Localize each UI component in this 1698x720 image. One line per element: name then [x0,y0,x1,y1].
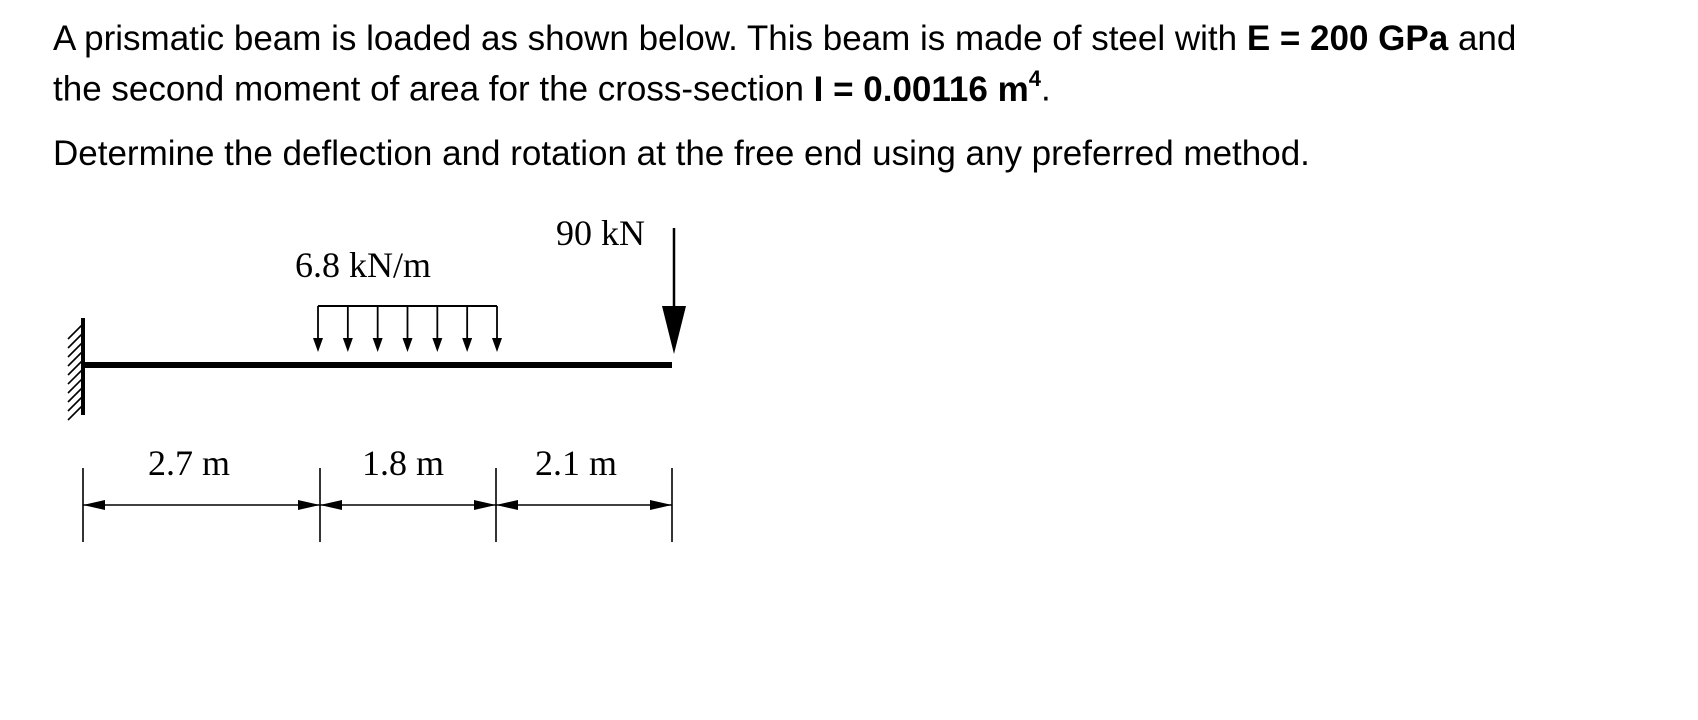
youngs-modulus-value: E = 200 GPa [1246,19,1449,58]
distributed-load-label: 6.8 kN/m [295,245,432,285]
problem-text-and: and [1448,19,1517,58]
distributed-load [313,306,502,352]
dimension-label-segment-2: 1.8 m [362,443,445,483]
udl-arrow [492,306,502,352]
point-load-arrow [662,228,686,354]
udl-arrow [432,306,442,352]
point-load-label: 90 kN [556,213,645,253]
udl-arrow [343,306,353,352]
udl-arrow [373,306,383,352]
dimension-label-segment-3: 2.1 m [535,443,618,483]
problem-text-line2: the second moment of area for the cross-section [53,69,814,109]
problem-question: Determine the deflection and rotation at the free end using any preferred method. [53,133,1310,173]
problem-text-period: . [1040,69,1051,109]
fixed-support [68,318,83,420]
dimension-label-segment-1: 2.7 m [148,443,231,483]
udl-arrow [403,306,413,352]
udl-arrow [313,306,323,352]
problem-text-line1: A prismatic beam is loaded as shown below. This beam is made of steel with [53,19,1247,58]
udl-arrow [462,306,472,352]
moment-of-inertia-value: I = 0.00116 $m^4$ [813,66,1041,109]
